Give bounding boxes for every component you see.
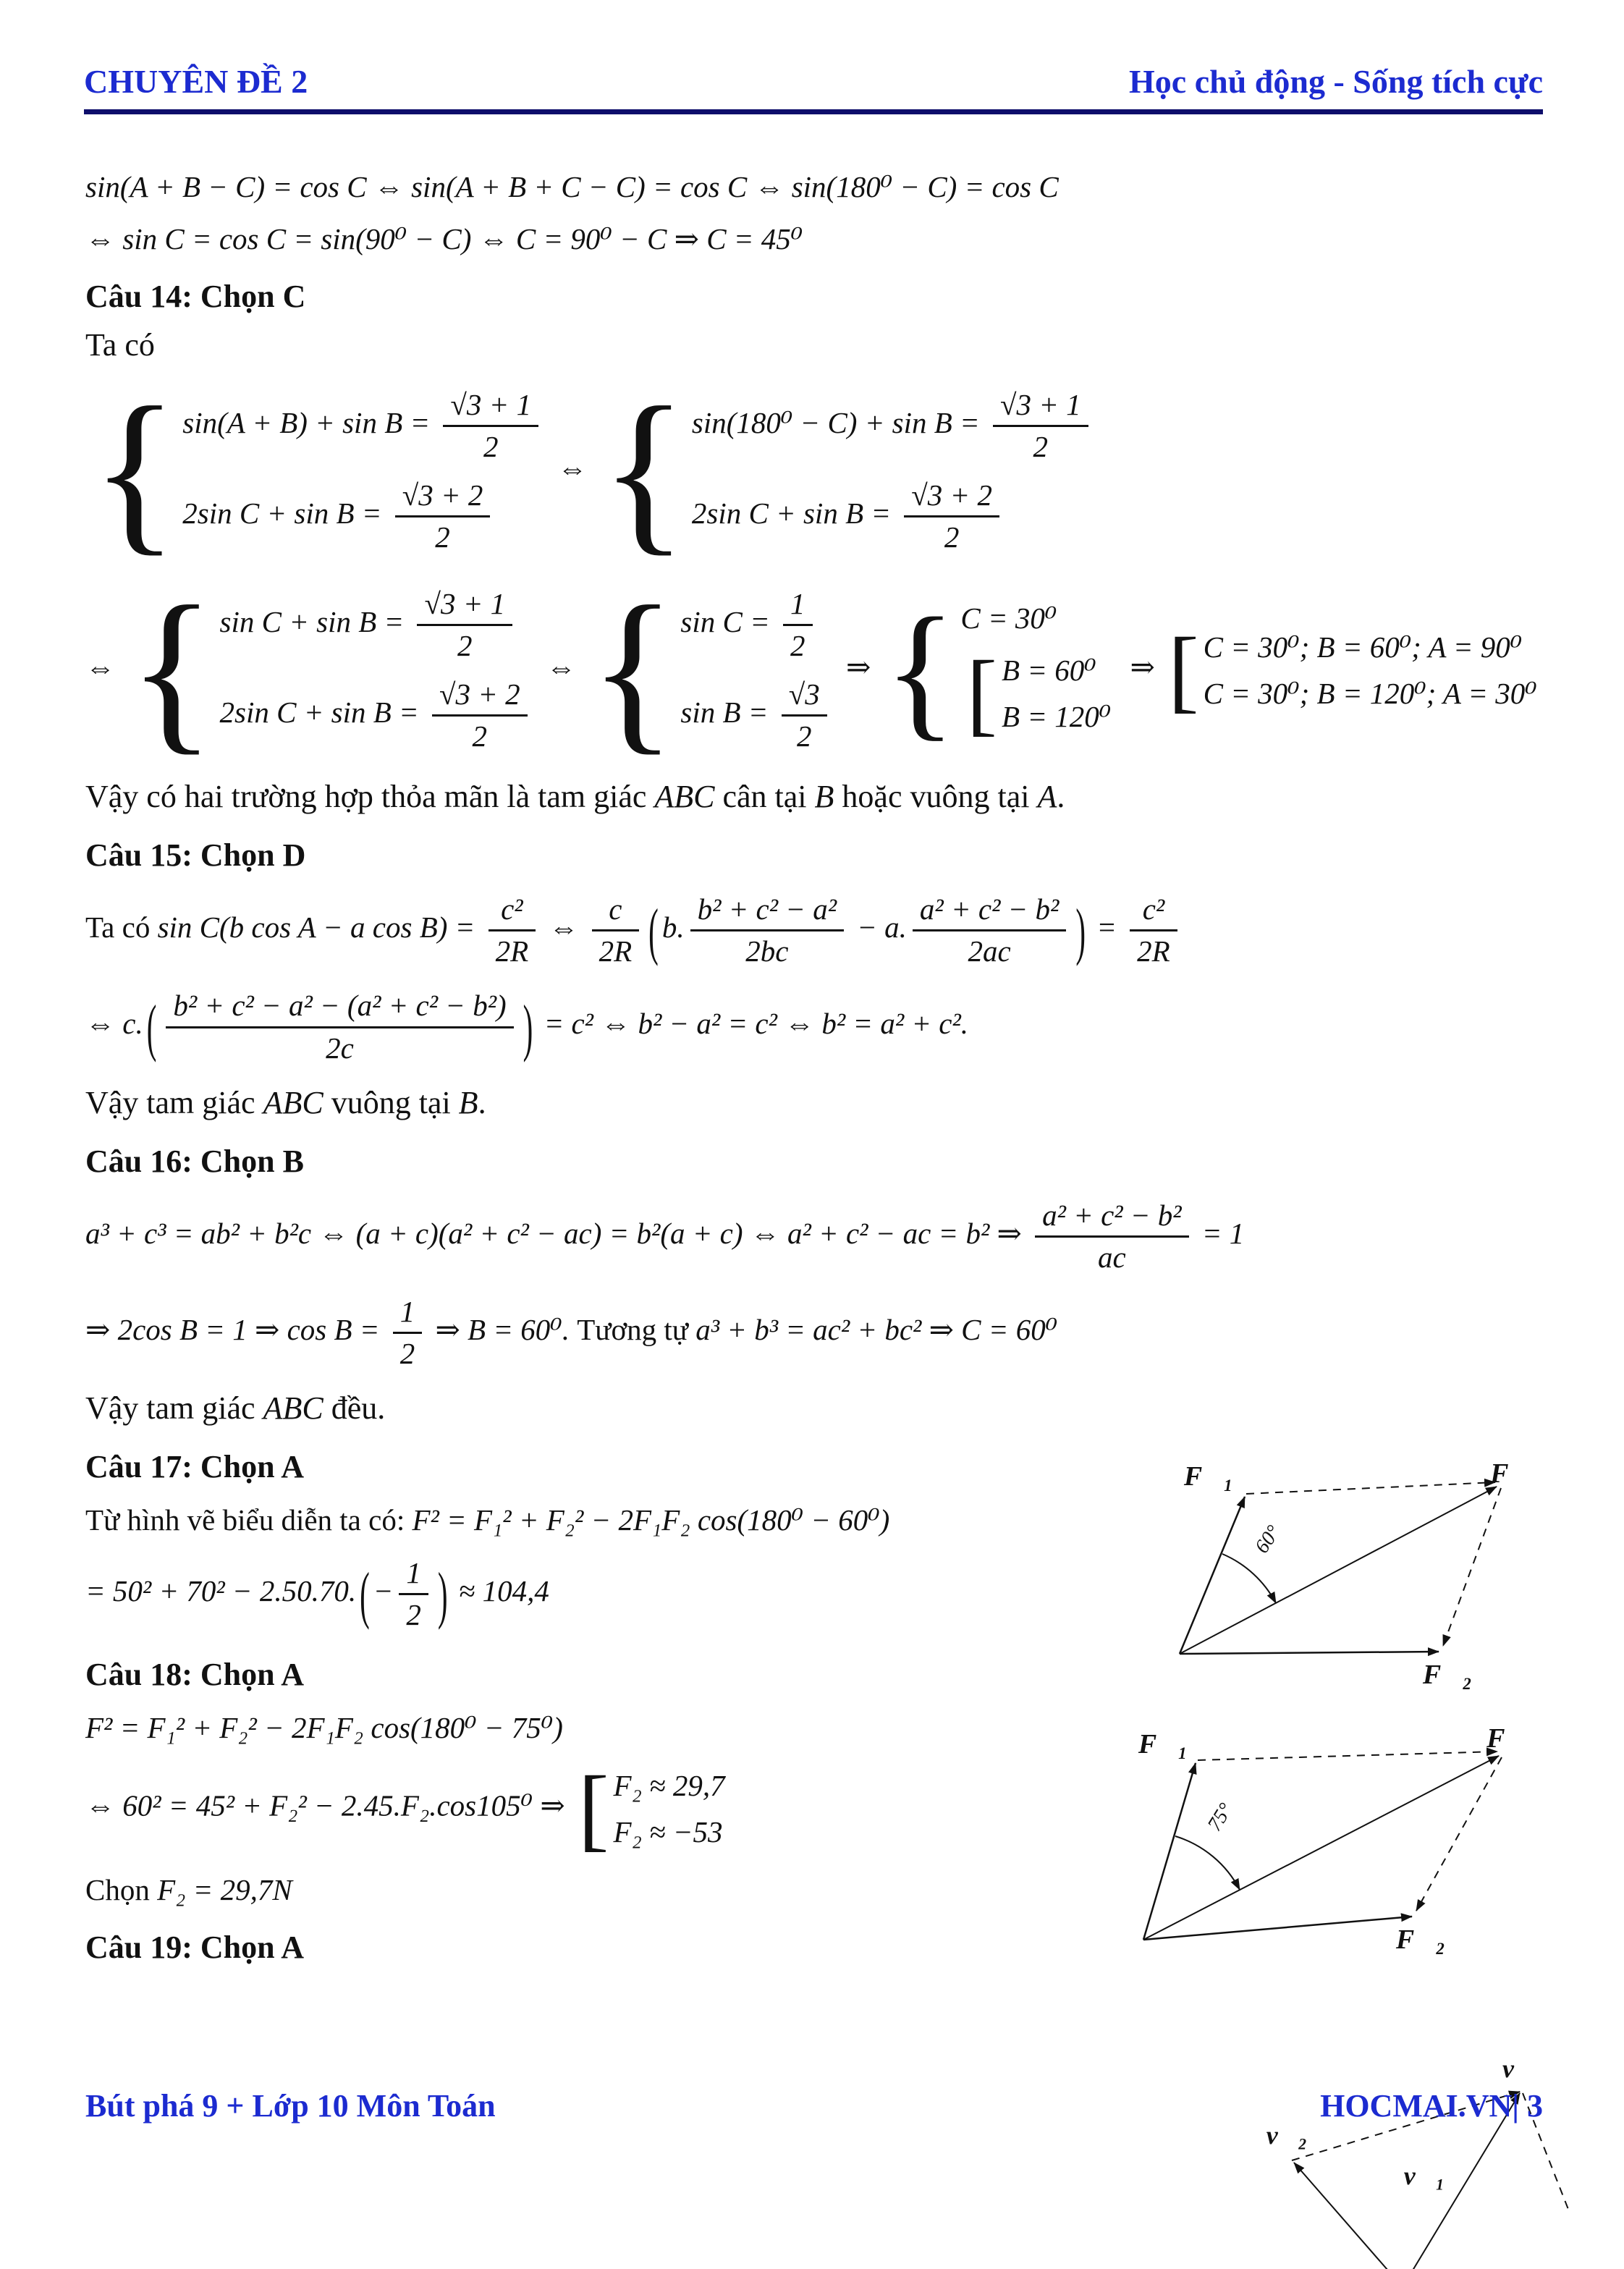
italic-text: B	[458, 1084, 478, 1120]
numerator: √3 + 1	[443, 386, 538, 427]
label-f2-vector: F⃗₂	[1395, 1924, 1446, 1955]
question-heading: Câu 17: Chọn A	[85, 1449, 304, 1485]
math-text: hoặc vuông tại	[834, 779, 1038, 815]
italic-text: ABC	[263, 1084, 323, 1120]
math-text: 2sin C + sin B =	[691, 497, 899, 531]
solution-text	[85, 1390, 1541, 1427]
question-heading: Câu 16: Chọn B	[85, 1143, 304, 1179]
math-text: ⇔	[85, 650, 123, 684]
plain-text: Ta có	[85, 910, 158, 945]
math-line	[85, 371, 1541, 571]
math-text: sin(180⁰ − C) + sin B =	[691, 406, 987, 440]
page-header	[84, 62, 1543, 114]
math-text: C = 30⁰; B = 60⁰; A = 90⁰	[1203, 630, 1523, 664]
group-lines	[960, 595, 1117, 745]
numerator: √3 + 2	[904, 477, 999, 517]
label-f-vector: F⃗	[1490, 1462, 1530, 1489]
group-line	[960, 641, 1117, 745]
solution-text	[85, 1084, 1541, 1121]
denominator: 2	[435, 520, 450, 554]
math-text: ≈ 104,4	[451, 1574, 549, 1608]
math-text: 2sin C + sin B =	[182, 497, 389, 531]
label-angle-60: 60°	[1251, 1521, 1285, 1558]
math-text: F² = F₁² + F₂² − 2F₁F₂ cos(180⁰ − 60⁰)	[412, 1503, 890, 1537]
plain-text: Tương tự	[577, 1313, 696, 1347]
denominator: 2R	[599, 934, 633, 968]
solution-text	[85, 326, 1541, 363]
denominator: 2	[1033, 430, 1049, 464]
math-text: ⇔ sin C = cos C = sin(90⁰ − C) ⇔ C = 90⁰ − C ⇒ C = 45⁰	[85, 222, 803, 255]
label-angle-75: 75°	[1203, 1799, 1238, 1835]
math-text: Ta có	[85, 327, 155, 363]
math-line	[85, 569, 1541, 770]
big-paren: )	[437, 1558, 448, 1631]
math-text: sin C =	[680, 604, 777, 638]
math-text: .	[1057, 779, 1065, 815]
plain-text: Chọn	[85, 1872, 158, 1906]
bracket-group	[966, 641, 1112, 745]
denominator: 2bc	[745, 934, 789, 968]
bracket-group	[578, 1757, 725, 1860]
math-text: =	[1089, 910, 1125, 945]
group-lines	[692, 381, 1094, 562]
group-line	[182, 477, 544, 556]
math-text: .	[478, 1084, 486, 1120]
vector-f1	[1180, 1497, 1245, 1654]
numerator: √3 + 2	[432, 676, 528, 717]
math-text: b.	[661, 910, 685, 945]
math-text: F₂ = 29,7N	[157, 1872, 292, 1906]
bracket-fence: [	[1168, 618, 1199, 722]
math-text: Vậy tam giác	[85, 1084, 263, 1120]
brace-group	[128, 569, 533, 770]
numerator: a² + c² − b²	[1035, 1197, 1188, 1238]
group-line	[614, 1768, 725, 1803]
numerator: 1	[399, 1555, 428, 1595]
numerator: c	[592, 891, 640, 931]
group-line	[960, 601, 1117, 635]
fraction	[782, 676, 827, 755]
italic-text: A	[1037, 779, 1057, 815]
group-line	[680, 586, 832, 664]
fraction	[904, 477, 999, 556]
math-text: = 50² + 70² − 2.50.70.	[85, 1574, 357, 1608]
math-text: ⇒ 2cos B = 1 ⇒ cos B =	[85, 1313, 387, 1347]
group-line	[680, 676, 832, 755]
group-lines	[1002, 647, 1111, 740]
math-text: B = 120⁰	[1002, 699, 1112, 733]
vector-f-resultant	[1143, 1756, 1499, 1940]
dashed-top-edge	[1246, 1482, 1495, 1494]
brace-fence: {	[91, 371, 179, 571]
dashed-right-edge	[1416, 1757, 1502, 1911]
fraction	[417, 586, 512, 664]
label-v2-vector: v⃗₂	[1266, 2121, 1308, 2150]
bracket-group	[1168, 618, 1537, 722]
label-f1-vector: F⃗₁	[1183, 1462, 1233, 1492]
math-line	[85, 1197, 1541, 1276]
denominator: 2	[472, 719, 488, 753]
math-text: ⇒	[838, 650, 879, 684]
math-text: 2sin C + sin B =	[219, 695, 426, 729]
math-text: ⇔	[541, 910, 586, 945]
numerator: a² + c² − b²	[913, 891, 1066, 931]
group-line	[614, 1814, 725, 1849]
numerator: √3	[782, 676, 827, 717]
numerator: c²	[1130, 891, 1177, 931]
group-line	[692, 386, 1094, 465]
fraction	[166, 987, 513, 1066]
math-text: ⇔	[538, 650, 584, 684]
denominator: 2	[457, 628, 473, 662]
vector-f2	[1143, 1917, 1412, 1940]
math-text: ⇒ B = 60⁰.	[428, 1313, 578, 1347]
math-text: B = 60⁰	[1002, 653, 1096, 687]
denominator: 2	[406, 1598, 421, 1632]
brace-group	[884, 586, 1117, 753]
angle-arc	[1175, 1836, 1240, 1890]
math-text: sin(A + B − C) = cos C ⇔ sin(A + B + C − C) = cos C ⇔ sin(180⁰ − C) = cos C	[85, 170, 1059, 203]
math-text: F² = F₁² + F₂² − 2F₁F₂ cos(180⁰ − 75⁰)	[85, 1710, 563, 1744]
fraction	[592, 891, 640, 970]
group-lines	[1204, 624, 1537, 717]
question-heading: Câu 14: Chọn C	[85, 279, 306, 314]
math-text: sin C(b cos A − a cos B) =	[157, 910, 483, 945]
denominator: 2	[399, 1337, 415, 1371]
fraction	[690, 891, 844, 970]
fraction	[1035, 1197, 1188, 1276]
brace-fence: {	[128, 569, 216, 770]
bracket-fence: [	[578, 1757, 609, 1860]
force-diagram-75	[1125, 1723, 1531, 1969]
math-line	[85, 1293, 1541, 1372]
math-text: sin C + sin B =	[219, 604, 412, 638]
group-line	[692, 477, 1094, 556]
group-line	[1204, 630, 1537, 664]
label-f2-vector: F⃗₂	[1422, 1660, 1473, 1690]
group-lines	[614, 1762, 725, 1855]
numerator: √3 + 1	[993, 386, 1088, 427]
dashed-right-edge	[1443, 1488, 1501, 1646]
footer-brand-page-number: HOCMAI.VN| 3	[1320, 2088, 1543, 2124]
plain-text: Từ hình vẽ biểu diễn ta có:	[85, 1503, 413, 1537]
brace-group	[589, 569, 833, 770]
numerator: c²	[489, 891, 536, 931]
footer-course-label: Bút phá 9 + Lớp 10 Môn Toán	[85, 2088, 496, 2124]
fraction	[399, 1555, 428, 1634]
vector-v2	[1294, 2163, 1403, 2269]
header-slogan: Học chủ động - Sống tích cực	[1129, 63, 1543, 100]
chapter-title: CHUYÊN ĐỀ 2	[84, 63, 308, 100]
brace-fence: {	[600, 371, 688, 571]
math-text: a³ + b³ = ac² + bc² ⇒ C = 60⁰	[695, 1313, 1058, 1347]
math-line	[85, 987, 1541, 1066]
numerator: 1	[783, 586, 813, 626]
denominator: 2	[790, 628, 805, 662]
group-lines	[220, 580, 533, 761]
math-text: Vậy có hai trường hợp thỏa mãn là tam giác	[85, 779, 655, 815]
label-f-vector: F⃗	[1486, 1723, 1526, 1754]
math-text: = 1	[1194, 1216, 1245, 1250]
angle-arc	[1222, 1554, 1276, 1603]
italic-text: ABC	[263, 1390, 323, 1427]
denominator: 2	[796, 719, 812, 753]
question-heading: Câu 18: Chọn A	[85, 1656, 304, 1692]
math-line	[85, 221, 1541, 256]
math-text: −	[373, 1574, 394, 1608]
math-text: F₂ ≈ 29,7	[613, 1768, 725, 1802]
italic-text: B	[814, 779, 834, 815]
denominator: 2R	[1137, 934, 1170, 968]
math-text: Vậy tam giác	[85, 1390, 263, 1427]
numerator: √3 + 1	[417, 586, 512, 626]
numerator: 1	[393, 1293, 423, 1334]
denominator: 2ac	[968, 934, 1011, 968]
label-v1-vector: v⃗₁	[1403, 2161, 1445, 2190]
group-line	[220, 676, 533, 755]
force-diagram-75-svg	[1125, 1723, 1531, 1969]
group-line	[1204, 676, 1537, 711]
group-line	[182, 386, 544, 465]
group-lines	[182, 381, 544, 562]
brace-fence: {	[589, 569, 677, 770]
math-text: ⇔ c.	[85, 1007, 143, 1041]
math-text: F₂ ≈ −53	[613, 1814, 723, 1848]
math-text: a³ + c³ = ab² + b²c ⇔ (a + c)(a² + c² − ac) = b²(a + c) ⇔ a² + c² − ac = b² ⇒	[85, 1216, 1030, 1250]
group-line	[1002, 653, 1111, 688]
numerator: b² + c² − a²	[690, 891, 844, 931]
big-paren: )	[523, 991, 533, 1063]
question-heading: Câu 15: Chọn D	[85, 837, 306, 874]
dashed-top-edge	[1198, 1752, 1497, 1760]
brace-fence: {	[884, 586, 957, 753]
fraction	[993, 386, 1088, 465]
group-line	[1002, 699, 1111, 734]
fraction	[443, 386, 538, 465]
fraction	[1130, 891, 1177, 970]
math-line	[85, 169, 1541, 204]
group-line	[220, 586, 533, 664]
fraction	[913, 891, 1066, 970]
page-footer	[85, 2087, 1543, 2124]
math-text: sin(A + B) + sin B =	[182, 406, 438, 440]
question-heading: Câu 19: Chọn A	[85, 1929, 304, 1965]
group-lines	[680, 580, 832, 761]
vector-f2	[1180, 1652, 1439, 1654]
math-text: ⇒	[1122, 650, 1163, 684]
math-text: − a.	[850, 910, 907, 945]
big-paren: (	[360, 1558, 370, 1631]
fraction	[395, 477, 491, 556]
label-v-vector: v⃗	[1502, 2055, 1534, 2083]
fraction	[489, 891, 536, 970]
denominator: 2	[483, 430, 499, 464]
big-paren: )	[1075, 895, 1086, 967]
math-text: = c² ⇔ b² − a² = c² ⇔ b² = a² + c².	[536, 1007, 969, 1041]
force-diagram-60	[1158, 1462, 1534, 1701]
denominator: 2	[944, 520, 960, 554]
math-text: ⇔	[550, 451, 595, 485]
fraction	[393, 1293, 423, 1372]
fraction	[783, 586, 813, 664]
italic-text: ABC	[654, 779, 715, 815]
denominator: 2c	[326, 1031, 354, 1065]
math-text: C = 30⁰; B = 120⁰; A = 30⁰	[1203, 676, 1537, 710]
label-f1-vector: F⃗₁	[1138, 1729, 1188, 1759]
denominator: ac	[1097, 1240, 1126, 1274]
math-line	[85, 891, 1541, 970]
math-text: cân tại	[714, 779, 815, 815]
denominator: 2R	[495, 934, 529, 968]
solution-text	[85, 778, 1541, 815]
numerator: √3 + 2	[395, 477, 491, 517]
math-text: ⇔ 60² = 45² + F₂² − 2.45.F₂.cos105⁰ ⇒	[85, 1788, 572, 1822]
math-text: vuông tại	[323, 1084, 459, 1120]
brace-group	[91, 371, 544, 571]
numerator: b² + c² − a² − (a² + c² − b²)	[166, 987, 513, 1028]
math-text: đều.	[323, 1390, 386, 1427]
big-paren: (	[146, 991, 157, 1063]
math-text: C = 30⁰	[960, 601, 1057, 635]
fraction	[432, 676, 528, 755]
big-paren: (	[648, 895, 659, 967]
vector-f1	[1143, 1763, 1196, 1940]
bracket-fence: [	[966, 641, 998, 745]
math-text: sin B =	[680, 695, 776, 729]
brace-group	[600, 371, 1094, 571]
force-diagram-60-svg	[1158, 1462, 1534, 1701]
